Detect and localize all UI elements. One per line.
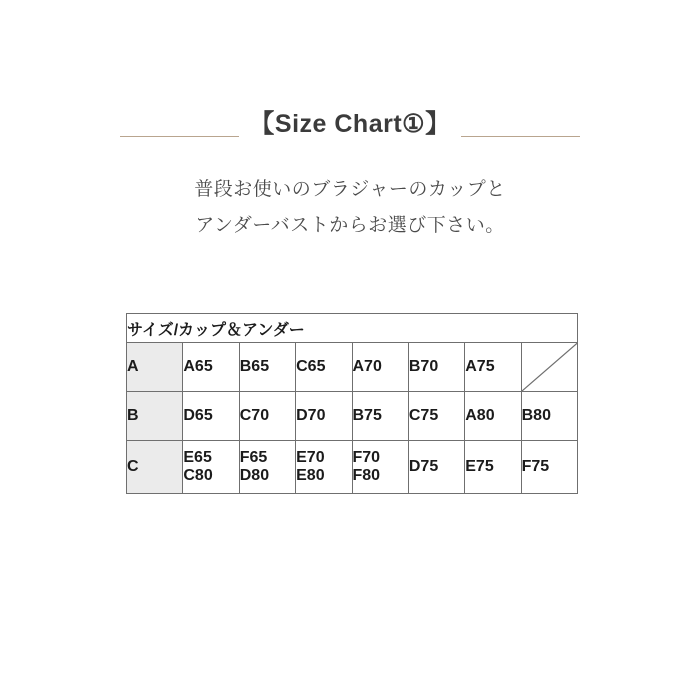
cell-c-2-line-2: D80: [239, 467, 270, 484]
table-row: [127, 441, 578, 494]
table-header-row: [127, 314, 578, 343]
page-title: 【Size Chart①】: [239, 112, 460, 137]
lead-line-2: アンダーバストからお選び下さい。: [195, 215, 505, 237]
cell-c-1: [183, 441, 239, 494]
cell-c-3-line-1: E70: [296, 448, 325, 466]
diagonal-slash-icon: [522, 343, 577, 391]
size-chart-table: [126, 313, 578, 494]
cell-c-3: [296, 441, 352, 494]
cell-c-1-line-2: C80: [183, 467, 213, 484]
cell-c-3-line-2: E80: [296, 467, 325, 484]
row-label-b: B: [127, 392, 183, 441]
cell-c-1-lines: [183, 449, 238, 486]
cell-a-7-empty-slash: [521, 343, 577, 392]
cell-a-2: B65: [239, 343, 295, 392]
cell-c-3-lines: [296, 449, 351, 486]
cell-c-6: E75: [465, 441, 521, 494]
cell-b-1: D65: [183, 392, 239, 441]
cell-c-1-line-1: E65: [183, 448, 212, 466]
row-label-a: A: [127, 343, 183, 392]
cell-c-4: [352, 441, 408, 494]
lead-line-1: 普段お使いのブラジャーのカップと: [194, 179, 506, 200]
cell-b-5: C75: [408, 392, 464, 441]
cell-c-4-lines: [353, 449, 408, 486]
cell-c-4-line-1: F70: [352, 448, 381, 466]
size-table-wrapper: [126, 313, 578, 494]
table-row: [127, 392, 578, 441]
title-rule-right: [460, 136, 580, 137]
cell-b-7: B80: [521, 392, 577, 441]
table-row: [127, 343, 578, 392]
row-label-c: C: [127, 441, 183, 494]
cell-b-2: C70: [239, 392, 295, 441]
cell-a-5: B70: [408, 343, 464, 392]
cell-b-6: A80: [465, 392, 521, 441]
cell-a-4: A70: [352, 343, 408, 392]
cell-c-7: F75: [521, 441, 577, 494]
cell-a-3: C65: [296, 343, 352, 392]
cell-c-4-line-2: F80: [352, 467, 381, 484]
cell-c-5: D75: [408, 441, 464, 494]
cell-b-3: D70: [296, 392, 352, 441]
cell-c-2-lines: [240, 449, 295, 486]
table-header-label: サイズ/カップ＆アンダー: [127, 314, 578, 343]
cell-a-1: A65: [183, 343, 239, 392]
title-rule-left: [120, 136, 240, 137]
cell-a-6: A75: [465, 343, 521, 392]
cell-b-4: B75: [352, 392, 408, 441]
title-block: [0, 112, 700, 137]
cell-c-2: [239, 441, 295, 494]
lead-paragraph: [0, 172, 700, 244]
cell-c-2-line-1: F65: [239, 448, 268, 466]
